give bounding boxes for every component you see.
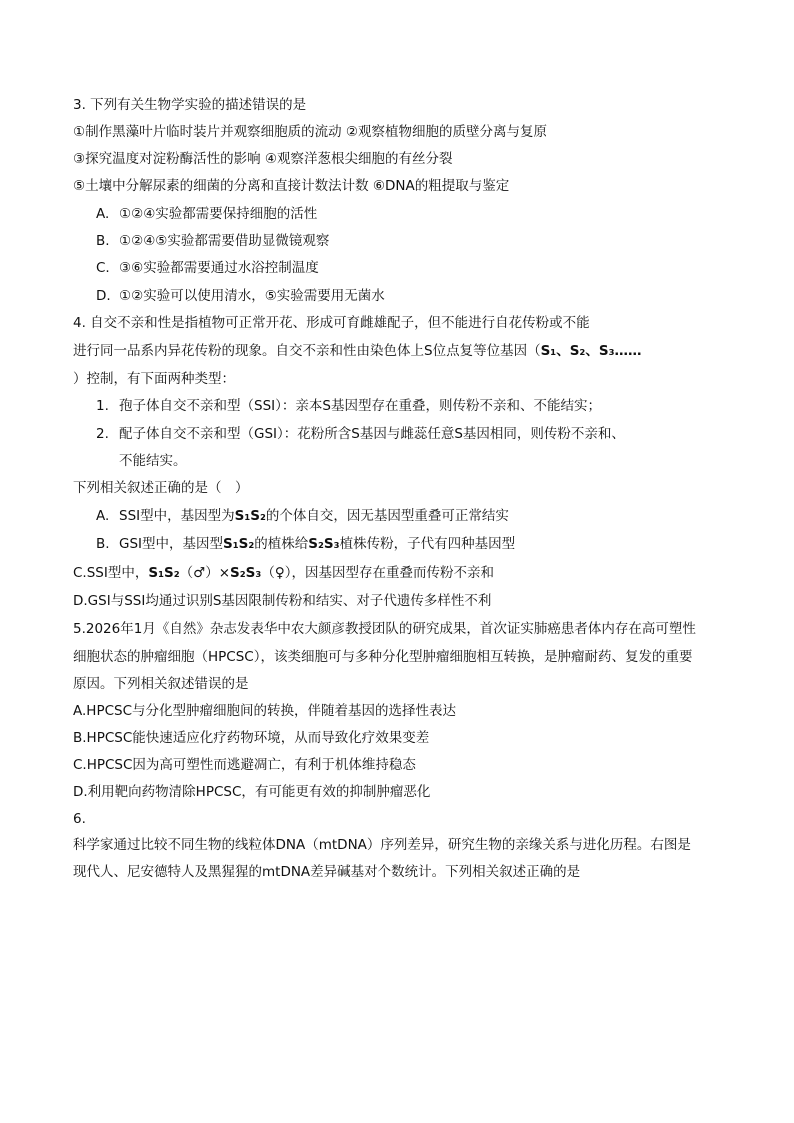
q5-option-d: D.利用靶向药物清除HPCSC，有可能更有效的抑制肿瘤恶化 xyxy=(73,784,431,800)
q4-option-b xyxy=(96,534,515,554)
option-label: B. xyxy=(96,536,110,552)
q3-option-a xyxy=(96,204,317,224)
option-text: ①②实验可以使用清水，⑤实验需要用无菌水 xyxy=(119,288,385,304)
option-text: C.SSI型中， xyxy=(73,565,149,581)
option-text: ①②④实验都需要保持细胞的活性 xyxy=(119,206,318,222)
option-text: SSI型中，基因型为 xyxy=(119,508,235,524)
q4-type-2 xyxy=(96,424,625,444)
q5-option-b: B.HPCSC能快速适应化疗药物环境，从而导致化疗效果变差 xyxy=(73,730,430,746)
genotype: S₂S₃ xyxy=(230,565,262,581)
list-number: 1. xyxy=(96,398,109,414)
genotype: S₁S₂ xyxy=(148,565,180,581)
allele-list: S₁、S₂、S₃…… xyxy=(540,343,642,359)
option-text: ①②④⑤实验都需要借助显微镜观察 xyxy=(119,233,330,249)
q3-option-c xyxy=(96,258,319,278)
q4-stem-line3: ）控制，有下面两种类型： xyxy=(73,371,235,387)
q4-ask: 下列相关叙述正确的是（ ） xyxy=(73,480,249,496)
option-text: GSI型中，基因型 xyxy=(119,536,224,552)
q4-option-d: D.GSI与SSI均通过识别S基因限制传粉和结实、对子代遗传多样性不利 xyxy=(73,593,492,609)
q6-stem-line2: 现代人、尼安德特人及黑猩猩的mtDNA差异碱基对个数统计。下列相关叙述正确的是 xyxy=(73,864,581,880)
q6-number: 6. xyxy=(73,811,86,827)
option-label: C. xyxy=(96,260,110,276)
option-label: A. xyxy=(96,206,110,222)
genotype: S₁S₂ xyxy=(234,508,266,524)
q4-type-2-continued: 不能结实。 xyxy=(119,453,187,469)
genotype: S₂S₃ xyxy=(308,536,340,552)
q3-item-line: ⑤土壤中分解尿素的细菌的分离和直接计数法计数 ⑥DNA的粗提取与鉴定 xyxy=(73,178,510,194)
q3-item-line: ①制作黑藻叶片临时装片并观察细胞质的流动 ②观察植物细胞的质壁分离与复原 xyxy=(73,124,547,140)
q6-stem-line1: 科学家通过比较不同生物的线粒体DNA（mtDNA）序列差异，研究生物的亲缘关系与进化历程。右图是 xyxy=(73,837,691,853)
q4-stem-text: 进行同一品系内异花传粉的现象。自交不亲和性由染色体上S位点复等位基因（ xyxy=(73,343,541,359)
q4-stem-line1: 4. 自交不亲和性是指植物可正常开花、形成可育雌雄配子，但不能进行自花传粉或不能 xyxy=(73,315,590,331)
q3-option-d xyxy=(96,286,385,306)
q5-option-a: A.HPCSC与分化型肿瘤细胞间的转换，伴随着基因的选择性表达 xyxy=(73,703,457,719)
option-text: 的植株给 xyxy=(254,536,309,552)
option-text: 的个体自交，因无基因型重叠可正常结实 xyxy=(265,508,509,524)
type-text: 孢子体自交不亲和型（SSI）：亲本S基因型存在重叠，则传粉不亲和、不能结实； xyxy=(119,398,601,414)
q4-type-1 xyxy=(96,396,601,416)
q5-stem-line3: 原因。下列相关叙述错误的是 xyxy=(73,676,249,692)
list-number: 2. xyxy=(96,426,109,442)
q3-item-line: ③探究温度对淀粉酶活性的影响 ④观察洋葱根尖细胞的有丝分裂 xyxy=(73,151,453,167)
q3-stem: 3. 下列有关生物学实验的描述错误的是 xyxy=(73,97,307,113)
q3-option-b xyxy=(96,231,329,251)
q5-stem-line1: 5.2026年1月《自然》杂志发表华中农大颜彦教授团队的研究成果，首次证实肺癌患者体内存在高可塑性 xyxy=(73,621,696,637)
genotype: S₁S₂ xyxy=(223,536,255,552)
q4-option-a xyxy=(96,506,509,526)
option-label: D. xyxy=(96,288,111,304)
option-label: A. xyxy=(96,508,110,524)
q5-stem-line2: 细胞状态的肿瘤细胞（HPCSC），该类细胞可与多种分化型肿瘤细胞相互转换，是肿瘤耐药、复发的重要 xyxy=(73,649,693,665)
q4-option-c xyxy=(73,563,494,583)
q4-stem-line2 xyxy=(73,341,642,361)
q5-option-c: C.HPCSC因为高可塑性而逃避凋亡，有利于机体维持稳态 xyxy=(73,757,416,773)
option-text: （♀），因基因型存在重叠而传粉不亲和 xyxy=(261,565,494,581)
option-text: ③⑥实验都需要通过水浴控制温度 xyxy=(119,260,319,276)
type-text: 配子体自交不亲和型（GSI）：花粉所含S基因与雌蕊任意S基因相同，则传粉不亲和、 xyxy=(119,426,625,442)
option-label: B. xyxy=(96,233,110,249)
option-text: （♂）× xyxy=(179,565,231,581)
option-text: 植株传粉，子代有四种基因型 xyxy=(339,536,516,552)
